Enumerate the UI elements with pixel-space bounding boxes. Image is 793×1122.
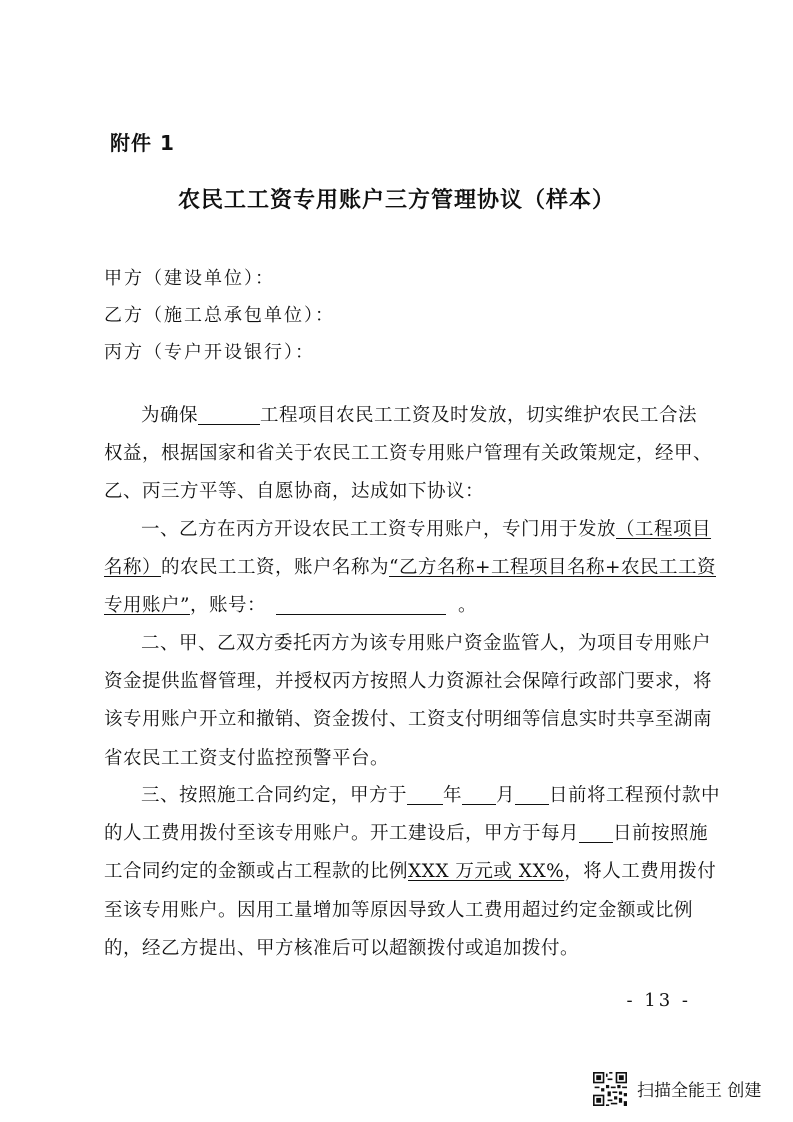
article-1-text-b: 的农民工工资，账户名称为: [161, 557, 390, 579]
article-3-text-c: 的人工费用拨付至该专用账户。开工建设后，甲方于每月: [104, 823, 580, 845]
intro-line-3: 乙、丙三方平等、自愿协商，达成如下协议：: [104, 481, 485, 503]
article-2-line-3: 该专用账户开立和撤销、资金拨付、工资支付明细等信息实时共享至湖南: [104, 709, 713, 731]
scanner-watermark: 扫描全能王 创建: [637, 1081, 762, 1101]
month-label: 月: [496, 785, 516, 806]
article-3-line-3: [104, 853, 717, 891]
intro-text-b: 工程项目农民工工资及时发放，切实维护农民工合法: [260, 405, 698, 426]
qr-code-icon: [593, 1072, 627, 1106]
monthly-day-blank: [579, 820, 613, 843]
intro-line-2: 权益，根据国家和省关于农民工工资专用账户管理有关政策规定，经甲、: [104, 443, 713, 465]
month-blank: [462, 782, 496, 805]
account-name-placeholder-a: “乙方名称+工程项目名称+农民工工资: [389, 557, 716, 579]
year-blank: [407, 782, 443, 805]
party-c: 丙方（专户开设银行）：: [104, 342, 315, 363]
intro-paragraph: [104, 397, 713, 512]
account-name-placeholder-b: 专用账户”: [104, 595, 190, 617]
project-name-placeholder-b: 名称）: [104, 557, 162, 579]
intro-text-a: 为确保: [141, 405, 199, 426]
party-a: 甲方（建设单位）：: [104, 268, 275, 289]
article-3-text-e: 工合同约定的金额或占工程款的比例: [104, 861, 409, 883]
article-1-text-a: 一、乙方在丙方开设农民工工资专用账户，专门用于发放: [141, 519, 617, 540]
account-number-label: ，账号：: [189, 595, 266, 617]
article-3-line-1: [104, 777, 721, 815]
article-1-line-1: [104, 511, 712, 549]
article-1-line-2: [104, 549, 716, 587]
article-2-line-1: 二、甲、乙双方委托丙方为该专用账户资金监管人，为项目专用账户: [141, 633, 712, 654]
page-number: - 13 -: [626, 990, 691, 1011]
article-3-text-f: ，将人工费用拨付: [564, 861, 717, 883]
article-2-line-2: 资金提供监督管理，并授权丙方按照人力资源社会保障行政部门要求，将: [104, 671, 713, 693]
article-1-period: 。: [457, 595, 477, 617]
document-title: 农民工工资专用账户三方管理协议（样本）: [177, 187, 615, 213]
intro-line-1: [104, 397, 698, 435]
project-name-placeholder-a: （工程项目: [616, 519, 712, 540]
article-1-line-3: [104, 587, 692, 625]
article-1: [104, 511, 716, 626]
article-3-line-5: 的，经乙方提出、甲方核准后可以超额拨付或追加拨付。: [104, 937, 580, 959]
account-number-blank: [276, 592, 446, 615]
article-3-line-4: 至该专用账户。因用工量增加等原因导致人工费用超过约定金额或比例: [104, 899, 694, 921]
article-2-line-4: 省农民工工资支付监控预警平台。: [104, 747, 390, 769]
year-label: 年: [443, 785, 463, 806]
article-3-text-d: 日前按照施: [613, 823, 709, 845]
article-2: [104, 625, 713, 778]
article-3-line-2: [104, 815, 709, 853]
attachment-label: 附件 1: [110, 131, 175, 155]
article-3: [104, 777, 721, 968]
article-3-text-a: 三、按照施工合同约定，甲方于: [141, 785, 408, 806]
article-3-text-b: 日前将工程预付款中: [549, 785, 721, 806]
day-blank: [515, 782, 549, 805]
party-b: 乙方（施工总承包单位）：: [104, 305, 335, 326]
amount-ratio-placeholder: XXX 万元或 XX%: [408, 861, 565, 883]
project-name-blank: [198, 402, 260, 425]
